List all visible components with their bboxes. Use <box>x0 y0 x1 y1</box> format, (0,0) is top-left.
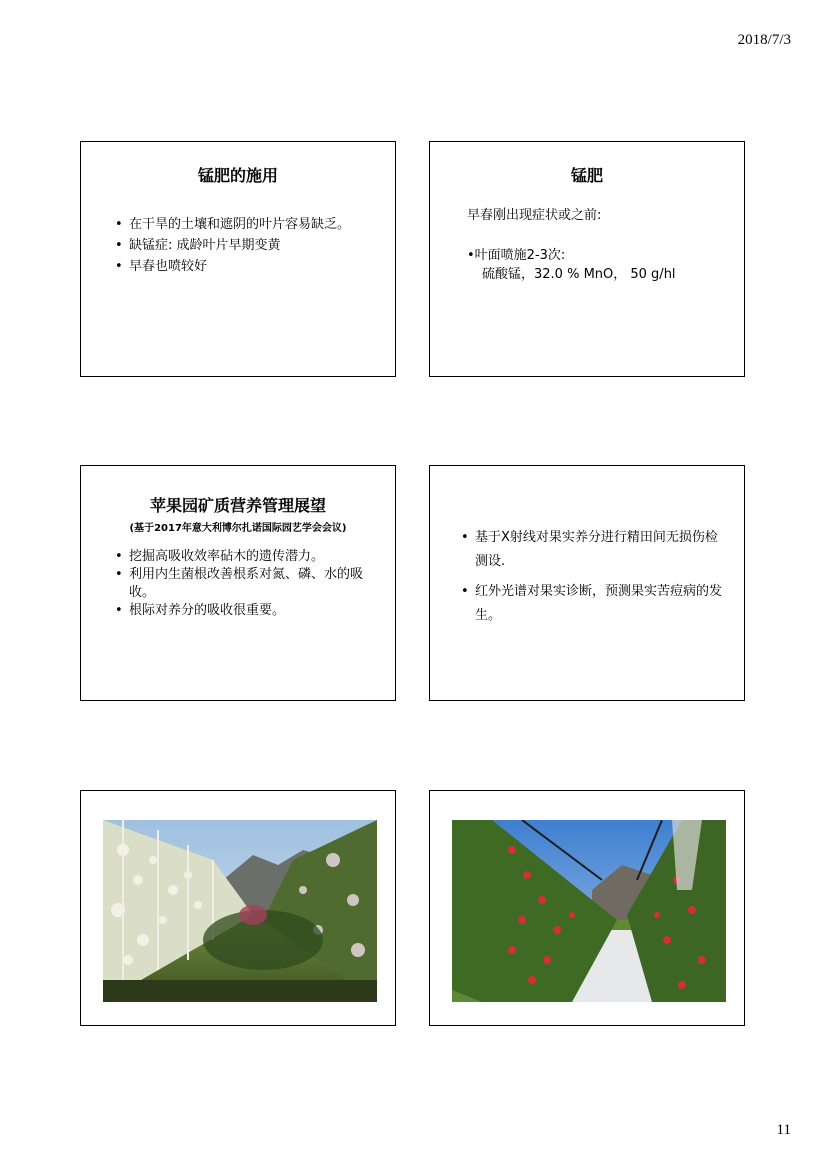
slide-manganese-fertilizer <box>429 141 745 377</box>
list-item: • 挖掘高吸收效率砧木的遗传潜力。 <box>129 548 369 566</box>
bullet-list <box>129 214 395 277</box>
slide-title: 锰肥 <box>570 166 603 185</box>
slide-nutrition-outlook <box>80 465 396 701</box>
slide-photo-fruit <box>429 790 745 1026</box>
slide-photo-blossom <box>80 790 396 1026</box>
list-item: • 早春也喷较好 <box>129 256 395 277</box>
list-item: • 根际对养分的吸收很重要。 <box>129 602 369 620</box>
page-date: 2018/7/3 <box>737 32 791 48</box>
page-number: 11 <box>776 1122 791 1138</box>
list-item: • 缺锰症: 成龄叶片早期变黄 <box>129 235 395 256</box>
slide-title: 锰肥的施用 <box>197 166 278 185</box>
text-line: 硫酸锰，32.0 % MnO， 50 g/hl <box>482 267 676 282</box>
list-item: • 利用内生菌根改善根系对氮、磷、水的吸收。 <box>129 566 369 602</box>
slide-manganese-application <box>80 141 396 377</box>
bullet-list <box>475 526 725 628</box>
slide-subtitle: (基于2017年意大利博尔扎诺国际园艺学会会议) <box>129 523 347 534</box>
slide-fruit-diagnosis <box>429 465 745 701</box>
text-line: 早春刚出现症状或之前: <box>467 208 602 223</box>
slide-title: 苹果园矿质营养管理展望 <box>149 496 326 515</box>
apple-orchard-blossom-photo <box>103 820 377 1002</box>
list-item: • 基于X射线对果实养分进行精田间无损伤检测设. <box>475 526 725 574</box>
bullet-list <box>129 548 369 620</box>
text-line: •叶面喷施2-3次: <box>467 248 566 263</box>
list-item: • 红外光谱对果实诊断，预测果实苦痘病的发生。 <box>475 580 725 628</box>
list-item: • 在干旱的土壤和遮阴的叶片容易缺乏。 <box>129 214 395 235</box>
apple-orchard-fruit-photo <box>452 820 726 1002</box>
